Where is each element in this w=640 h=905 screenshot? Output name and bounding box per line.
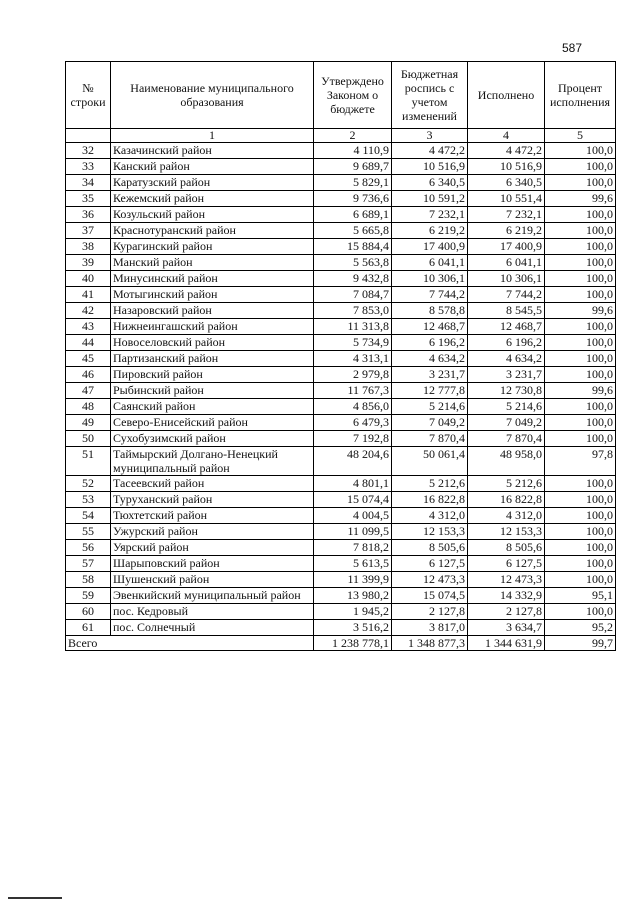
executed-value: 10 516,9 [468, 159, 545, 175]
row-number: 56 [66, 540, 111, 556]
municipality-name: Тасеевский район [111, 476, 314, 492]
row-number: 43 [66, 319, 111, 335]
total-planned: 1 348 877,3 [392, 636, 468, 651]
column-number: 3 [392, 129, 468, 143]
planned-value: 5 214,6 [392, 399, 468, 415]
header-approved: Утверждено Законом о бюджете [314, 62, 392, 129]
table-row [66, 492, 616, 508]
planned-value: 12 468,7 [392, 319, 468, 335]
column-number: 1 [111, 129, 314, 143]
total-label: Всего [66, 636, 314, 651]
column-number: 2 [314, 129, 392, 143]
executed-value: 7 049,2 [468, 415, 545, 431]
planned-value: 7 870,4 [392, 431, 468, 447]
percent-value: 100,0 [545, 255, 616, 271]
row-number: 54 [66, 508, 111, 524]
approved-value: 5 734,9 [314, 335, 392, 351]
row-number: 36 [66, 207, 111, 223]
municipality-name: Каратузский район [111, 175, 314, 191]
percent-value: 100,0 [545, 271, 616, 287]
row-number: 60 [66, 604, 111, 620]
planned-value: 5 212,6 [392, 476, 468, 492]
approved-value: 7 818,2 [314, 540, 392, 556]
page-number: 587 [562, 41, 583, 55]
executed-value: 6 340,5 [468, 175, 545, 191]
executed-value: 3 634,7 [468, 620, 545, 636]
table-row [66, 556, 616, 572]
row-number: 55 [66, 524, 111, 540]
row-number: 58 [66, 572, 111, 588]
planned-value: 3 231,7 [392, 367, 468, 383]
table-row [66, 540, 616, 556]
approved-value: 9 689,7 [314, 159, 392, 175]
table-row [66, 367, 616, 383]
row-number: 46 [66, 367, 111, 383]
approved-value: 2 979,8 [314, 367, 392, 383]
percent-value: 99,6 [545, 191, 616, 207]
approved-value: 4 004,5 [314, 508, 392, 524]
planned-value: 4 634,2 [392, 351, 468, 367]
footer-rule [8, 897, 62, 899]
percent-value: 100,0 [545, 492, 616, 508]
row-number: 41 [66, 287, 111, 303]
planned-value: 2 127,8 [392, 604, 468, 620]
approved-value: 5 829,1 [314, 175, 392, 191]
percent-value: 100,0 [545, 159, 616, 175]
table-body [66, 129, 616, 636]
executed-value: 8 545,5 [468, 303, 545, 319]
total-row [66, 636, 616, 651]
executed-value: 10 551,4 [468, 191, 545, 207]
row-number: 40 [66, 271, 111, 287]
executed-value: 5 212,6 [468, 476, 545, 492]
percent-value: 100,0 [545, 351, 616, 367]
approved-value: 1 945,2 [314, 604, 392, 620]
municipality-name: Эвенкийский муниципальный район [111, 588, 314, 604]
approved-value: 3 516,2 [314, 620, 392, 636]
row-number: 61 [66, 620, 111, 636]
percent-value: 100,0 [545, 287, 616, 303]
executed-value: 12 473,3 [468, 572, 545, 588]
table-row [66, 175, 616, 191]
approved-value: 4 801,1 [314, 476, 392, 492]
municipality-name: Тюхтетский район [111, 508, 314, 524]
approved-value: 7 192,8 [314, 431, 392, 447]
municipality-name: Минусинский район [111, 271, 314, 287]
executed-value: 12 153,3 [468, 524, 545, 540]
table-row [66, 239, 616, 255]
planned-value: 10 516,9 [392, 159, 468, 175]
executed-value: 5 214,6 [468, 399, 545, 415]
executed-value: 16 822,8 [468, 492, 545, 508]
municipality-name: Таймырский Долгано-Ненецкий муниципальный район [111, 447, 314, 476]
header-executed: Исполнено [468, 62, 545, 129]
municipality-name: Шарыповский район [111, 556, 314, 572]
percent-value: 99,6 [545, 383, 616, 399]
executed-value: 7 744,2 [468, 287, 545, 303]
row-number: 50 [66, 431, 111, 447]
row-number: 45 [66, 351, 111, 367]
row-number: 35 [66, 191, 111, 207]
percent-value: 100,0 [545, 508, 616, 524]
planned-value: 50 061,4 [392, 447, 468, 476]
total-executed: 1 344 631,9 [468, 636, 545, 651]
approved-value: 15 074,4 [314, 492, 392, 508]
column-number: 4 [468, 129, 545, 143]
row-number: 47 [66, 383, 111, 399]
municipality-name: Саянский район [111, 399, 314, 415]
approved-value: 5 563,8 [314, 255, 392, 271]
column-number [66, 129, 111, 143]
row-number: 42 [66, 303, 111, 319]
planned-value: 4 472,2 [392, 143, 468, 159]
planned-value: 6 340,5 [392, 175, 468, 191]
table-row [66, 351, 616, 367]
municipality-name: Северо-Енисейский район [111, 415, 314, 431]
approved-value: 6 689,1 [314, 207, 392, 223]
approved-value: 11 313,8 [314, 319, 392, 335]
column-number: 5 [545, 129, 616, 143]
approved-value: 4 110,9 [314, 143, 392, 159]
planned-value: 17 400,9 [392, 239, 468, 255]
percent-value: 100,0 [545, 431, 616, 447]
planned-value: 4 312,0 [392, 508, 468, 524]
municipality-name: Назаровский район [111, 303, 314, 319]
planned-value: 12 153,3 [392, 524, 468, 540]
table-row [66, 335, 616, 351]
table-row [66, 604, 616, 620]
planned-value: 10 591,2 [392, 191, 468, 207]
executed-value: 12 730,8 [468, 383, 545, 399]
row-number: 48 [66, 399, 111, 415]
percent-value: 95,2 [545, 620, 616, 636]
planned-value: 8 505,6 [392, 540, 468, 556]
table-row [66, 191, 616, 207]
row-number: 32 [66, 143, 111, 159]
executed-value: 6 196,2 [468, 335, 545, 351]
table-row [66, 319, 616, 335]
executed-value: 6 219,2 [468, 223, 545, 239]
planned-value: 12 777,8 [392, 383, 468, 399]
approved-value: 5 613,5 [314, 556, 392, 572]
percent-value: 100,0 [545, 335, 616, 351]
row-number: 39 [66, 255, 111, 271]
table-row [66, 159, 616, 175]
table-row [66, 431, 616, 447]
row-number: 59 [66, 588, 111, 604]
table-row [66, 271, 616, 287]
municipality-name: Кежемский район [111, 191, 314, 207]
planned-value: 7 232,1 [392, 207, 468, 223]
row-number: 49 [66, 415, 111, 431]
table-row [66, 287, 616, 303]
approved-value: 7 853,0 [314, 303, 392, 319]
planned-value: 10 306,1 [392, 271, 468, 287]
executed-value: 12 468,7 [468, 319, 545, 335]
municipality-name: Ужурский район [111, 524, 314, 540]
percent-value: 99,6 [545, 303, 616, 319]
approved-value: 9 432,8 [314, 271, 392, 287]
executed-value: 7 232,1 [468, 207, 545, 223]
approved-value: 15 884,4 [314, 239, 392, 255]
approved-value: 7 084,7 [314, 287, 392, 303]
planned-value: 6 127,5 [392, 556, 468, 572]
percent-value: 100,0 [545, 207, 616, 223]
municipality-name: пос. Кедровый [111, 604, 314, 620]
table-row [66, 476, 616, 492]
planned-value: 6 196,2 [392, 335, 468, 351]
municipality-name: Краснотуранский район [111, 223, 314, 239]
row-number: 53 [66, 492, 111, 508]
percent-value: 100,0 [545, 415, 616, 431]
table-row [66, 415, 616, 431]
percent-value: 100,0 [545, 556, 616, 572]
table-row [66, 383, 616, 399]
table-row [66, 223, 616, 239]
municipality-name: Курагинский район [111, 239, 314, 255]
row-number: 37 [66, 223, 111, 239]
municipality-name: Козульский район [111, 207, 314, 223]
executed-value: 4 472,2 [468, 143, 545, 159]
header-planned: Бюджетная роспись с учетом изменений [392, 62, 468, 129]
executed-value: 14 332,9 [468, 588, 545, 604]
planned-value: 16 822,8 [392, 492, 468, 508]
percent-value: 100,0 [545, 239, 616, 255]
approved-value: 11 399,9 [314, 572, 392, 588]
planned-value: 8 578,8 [392, 303, 468, 319]
header-percent: Процент исполнения [545, 62, 616, 129]
municipality-name: Туруханский район [111, 492, 314, 508]
planned-value: 6 219,2 [392, 223, 468, 239]
percent-value: 100,0 [545, 540, 616, 556]
percent-value: 95,1 [545, 588, 616, 604]
municipality-name: Новоселовский район [111, 335, 314, 351]
municipality-name: Манский район [111, 255, 314, 271]
executed-value: 6 127,5 [468, 556, 545, 572]
municipality-name: Рыбинский район [111, 383, 314, 399]
municipality-name: Пировский район [111, 367, 314, 383]
row-number: 44 [66, 335, 111, 351]
table-row [66, 303, 616, 319]
executed-value: 10 306,1 [468, 271, 545, 287]
approved-value: 48 204,6 [314, 447, 392, 476]
approved-value: 9 736,6 [314, 191, 392, 207]
total-percent: 99,7 [545, 636, 616, 651]
municipality-name: Канский район [111, 159, 314, 175]
executed-value: 17 400,9 [468, 239, 545, 255]
municipality-name: Шушенский район [111, 572, 314, 588]
planned-value: 3 817,0 [392, 620, 468, 636]
table-header [66, 62, 616, 129]
municipality-name: Уярский район [111, 540, 314, 556]
table-row [66, 572, 616, 588]
executed-value: 48 958,0 [468, 447, 545, 476]
municipality-name: Сухобузимский район [111, 431, 314, 447]
percent-value: 100,0 [545, 476, 616, 492]
table-row [66, 143, 616, 159]
planned-value: 7 744,2 [392, 287, 468, 303]
approved-value: 4 856,0 [314, 399, 392, 415]
table-row [66, 207, 616, 223]
executed-value: 2 127,8 [468, 604, 545, 620]
row-number: 57 [66, 556, 111, 572]
planned-value: 15 074,5 [392, 588, 468, 604]
table-row [66, 588, 616, 604]
table-row [66, 399, 616, 415]
planned-value: 12 473,3 [392, 572, 468, 588]
executed-value: 4 634,2 [468, 351, 545, 367]
approved-value: 4 313,1 [314, 351, 392, 367]
executed-value: 8 505,6 [468, 540, 545, 556]
executed-value: 3 231,7 [468, 367, 545, 383]
table-row [66, 620, 616, 636]
table-row [66, 255, 616, 271]
approved-value: 5 665,8 [314, 223, 392, 239]
executed-value: 6 041,1 [468, 255, 545, 271]
percent-value: 100,0 [545, 367, 616, 383]
percent-value: 100,0 [545, 604, 616, 620]
percent-value: 100,0 [545, 143, 616, 159]
header-row-no: № строки [66, 62, 111, 129]
municipality-name: Нижнеингашский район [111, 319, 314, 335]
row-number: 34 [66, 175, 111, 191]
executed-value: 4 312,0 [468, 508, 545, 524]
municipality-name: Мотыгинский район [111, 287, 314, 303]
approved-value: 11 767,3 [314, 383, 392, 399]
percent-value: 100,0 [545, 399, 616, 415]
table-row [66, 508, 616, 524]
row-number: 51 [66, 447, 111, 476]
planned-value: 7 049,2 [392, 415, 468, 431]
municipality-name: Казачинский район [111, 143, 314, 159]
table-row [66, 447, 616, 476]
approved-value: 6 479,3 [314, 415, 392, 431]
percent-value: 97,8 [545, 447, 616, 476]
column-numbers-row [66, 129, 616, 143]
approved-value: 13 980,2 [314, 588, 392, 604]
municipality-name: Партизанский район [111, 351, 314, 367]
percent-value: 100,0 [545, 572, 616, 588]
planned-value: 6 041,1 [392, 255, 468, 271]
row-number: 38 [66, 239, 111, 255]
approved-value: 11 099,5 [314, 524, 392, 540]
row-number: 33 [66, 159, 111, 175]
percent-value: 100,0 [545, 175, 616, 191]
percent-value: 100,0 [545, 223, 616, 239]
budget-execution-table [65, 61, 616, 651]
table-row [66, 524, 616, 540]
header-name: Наименование муниципального образования [111, 62, 314, 129]
percent-value: 100,0 [545, 319, 616, 335]
total-approved: 1 238 778,1 [314, 636, 392, 651]
executed-value: 7 870,4 [468, 431, 545, 447]
percent-value: 100,0 [545, 524, 616, 540]
municipality-name: пос. Солнечный [111, 620, 314, 636]
row-number: 52 [66, 476, 111, 492]
